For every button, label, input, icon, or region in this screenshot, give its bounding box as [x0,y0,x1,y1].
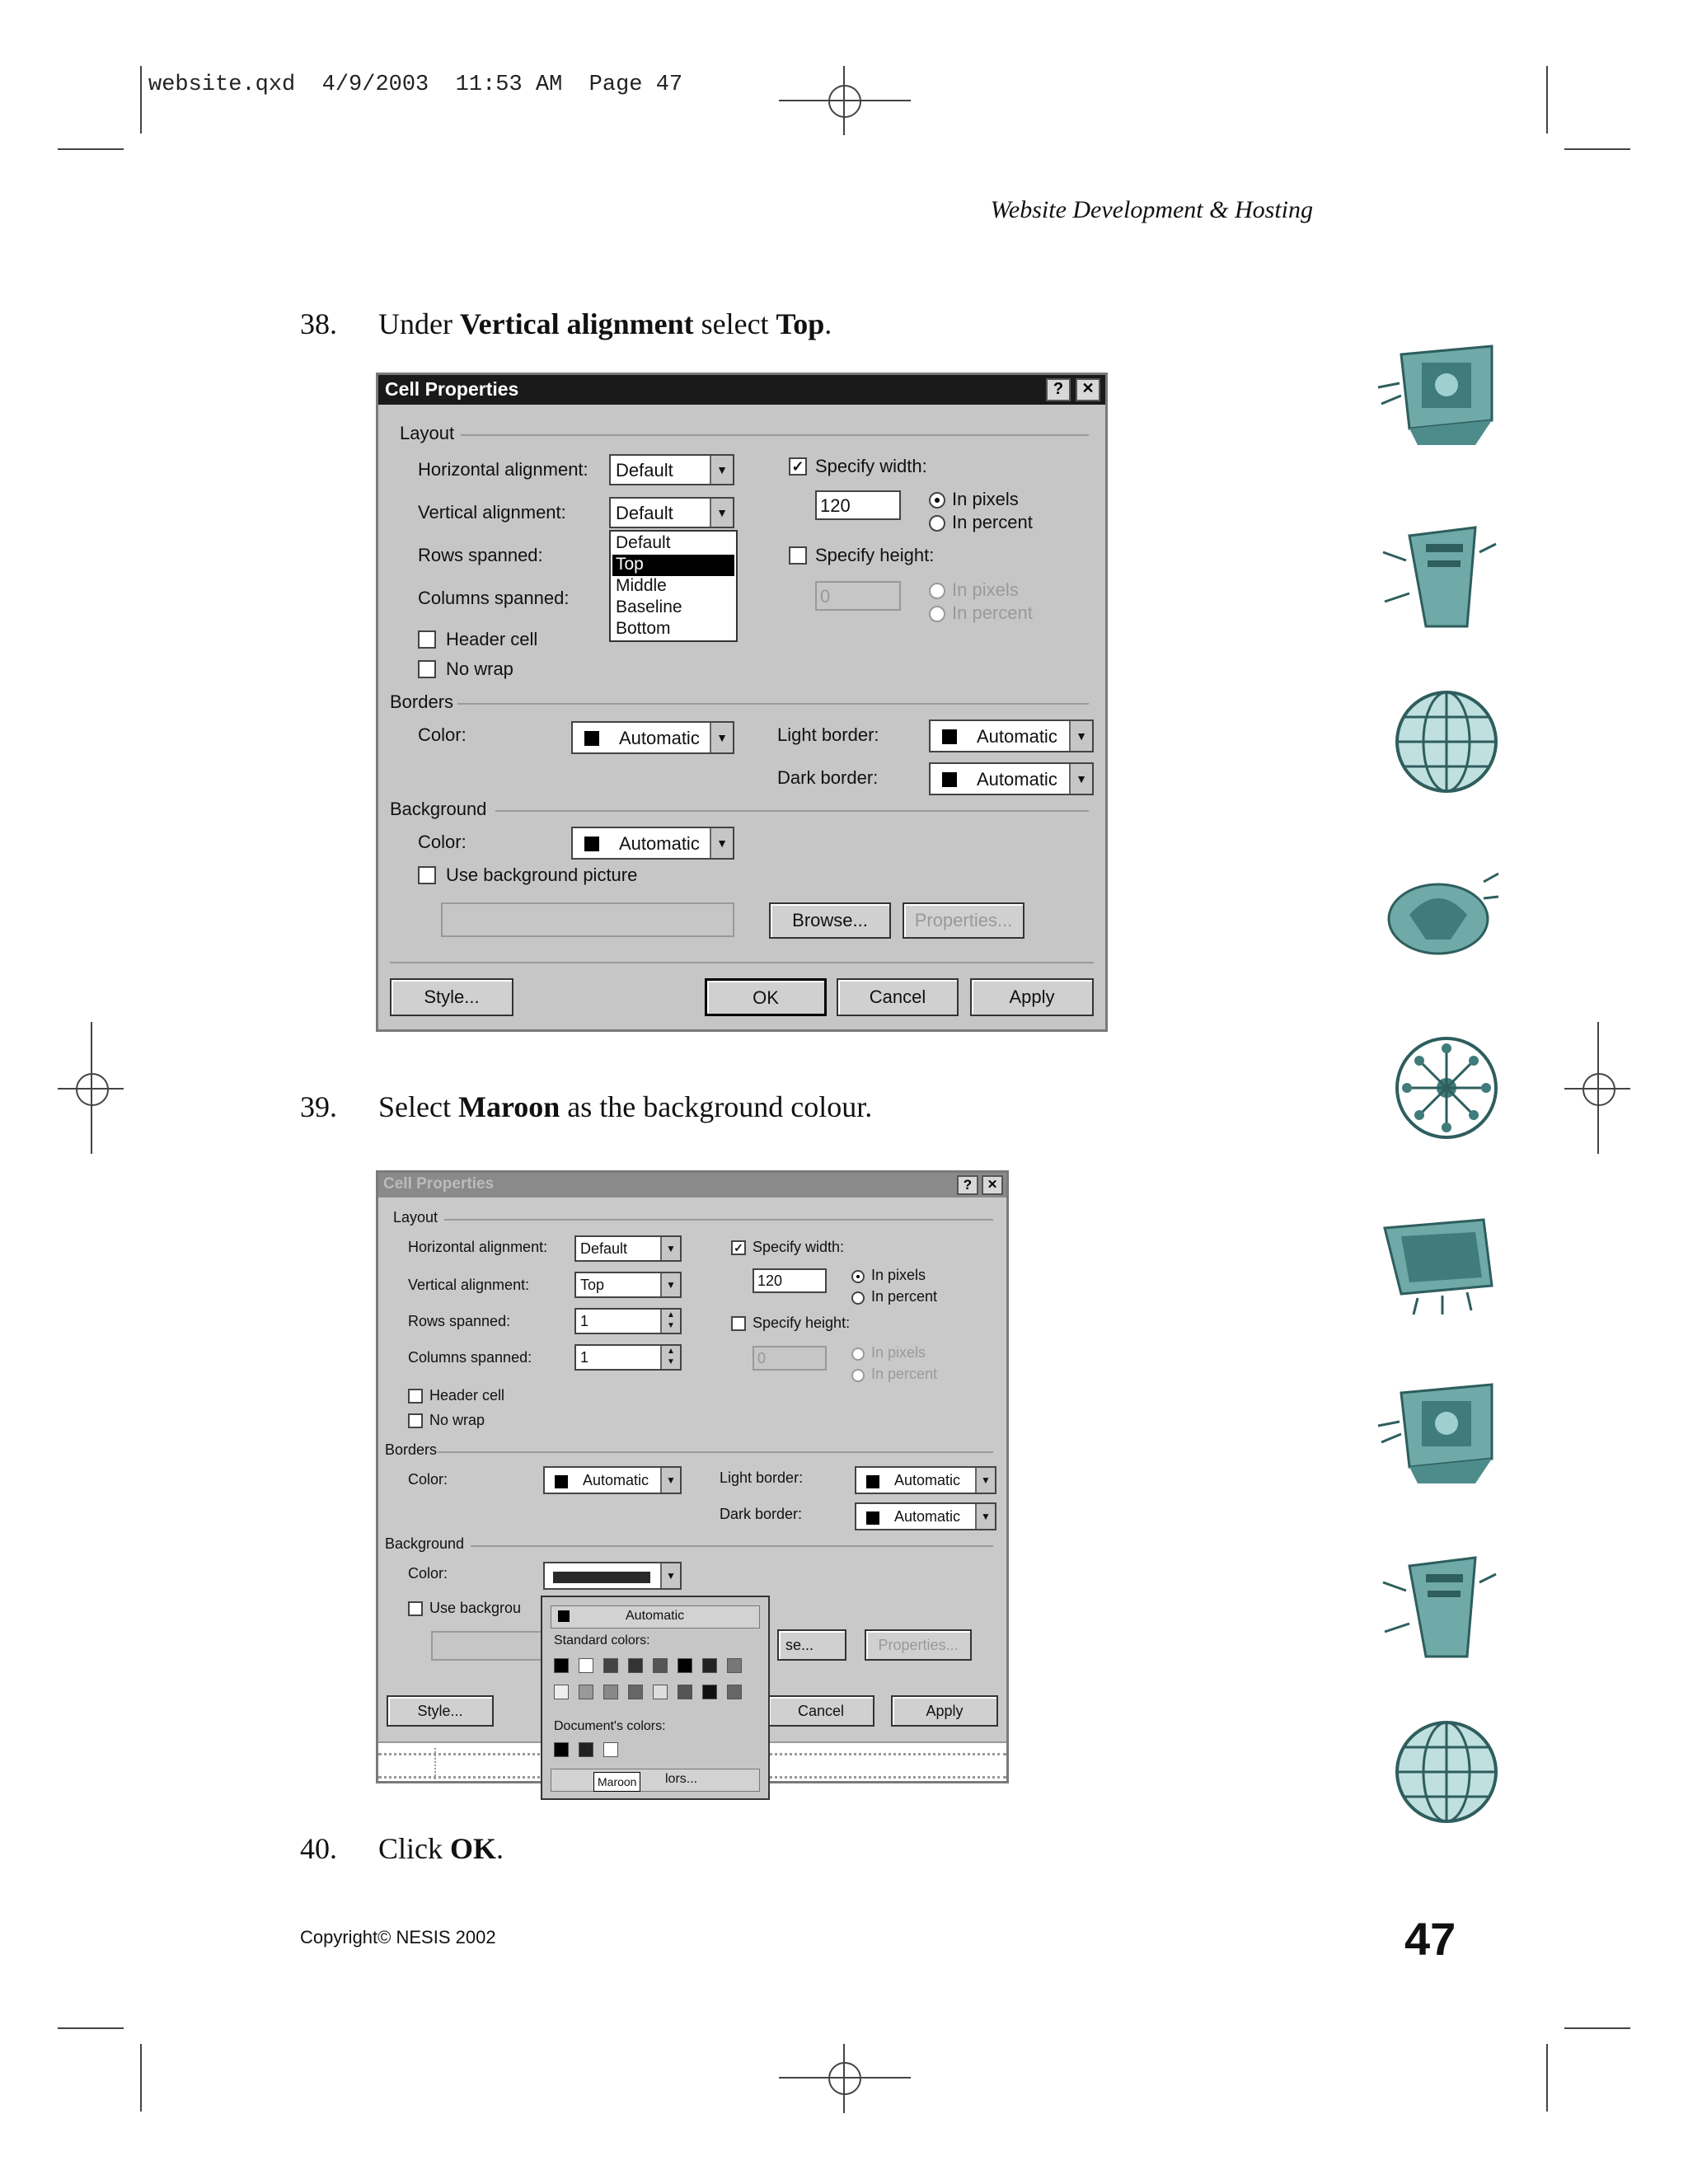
color-swatch [584,731,599,746]
rows-spanned-label: Rows spanned: [408,1313,511,1329]
color-swatch [942,729,957,744]
color-cell[interactable] [702,1685,717,1699]
specify-width-checkbox[interactable]: ✓ [789,457,807,476]
option-default[interactable]: Default [616,533,671,552]
borders-section-label: Borders [390,691,454,712]
background-section-label: Background [390,799,487,819]
chevron-down-icon: ▼ [1069,764,1092,794]
cancel-button[interactable]: Cancel [767,1695,874,1727]
background-picture-input[interactable] [431,1631,546,1661]
step-number: 39. [300,1090,337,1123]
chevron-down-icon: ▼ [975,1468,995,1493]
height-in-pixels-label: In pixels [952,579,1019,600]
vertical-alignment-select[interactable]: Default ▼ [609,497,734,528]
width-in-pixels-label: In pixels [871,1267,926,1283]
page-number: 47 [1404,1913,1456,1965]
height-in-percent-label: In percent [952,602,1033,623]
apply-button[interactable]: Apply [891,1695,998,1727]
browse-button[interactable]: se... [777,1629,846,1661]
option-baseline[interactable]: Baseline [616,598,682,616]
dialog-titlebar [378,375,1105,405]
border-color-select[interactable]: Automatic ▼ [571,721,734,754]
dialog-title: Cell Properties [385,378,519,400]
close-button[interactable]: ✕ [982,1175,1003,1195]
color-swatch [866,1511,879,1525]
vertical-alignment-label: Vertical alignment: [408,1277,530,1293]
more-colors-button[interactable]: lors... [551,1769,760,1792]
use-background-picture-label: Use background picture [446,865,638,885]
step-text: Under Vertical alignment select Top. [378,307,832,340]
step-number: 38. [300,307,337,340]
color-cell[interactable] [579,1658,593,1673]
background-section-label: Background [385,1535,465,1552]
cancel-button[interactable]: Cancel [837,978,959,1016]
specify-width-checkbox[interactable]: ✓ [731,1240,746,1255]
columns-spanned-label: Columns spanned: [408,1349,532,1366]
background-picture-input[interactable] [441,902,734,937]
width-in-pixels-radio[interactable] [851,1270,865,1283]
color-cell[interactable] [579,1685,593,1699]
columns-spanned-label: Columns spanned: [418,588,570,608]
mouse-icon [1376,857,1500,972]
color-cell[interactable] [554,1685,569,1699]
border-color-label: Color: [418,724,467,745]
width-in-percent-label: In percent [952,512,1033,532]
background-color-select[interactable] [543,1562,682,1590]
apply-button[interactable]: Apply [970,978,1094,1016]
light-border-select[interactable]: Automatic ▼ [855,1466,996,1494]
server-tower-icon [1376,519,1500,635]
documents-colors-label: Document's colors: [554,1719,666,1733]
header-cell-checkbox[interactable] [408,1389,423,1404]
border-color-select[interactable]: Automatic ▼ [543,1466,682,1494]
chevron-down-icon: ▼ [660,1237,680,1260]
maroon-tooltip: Maroon [593,1772,640,1792]
option-bottom[interactable]: Bottom [616,619,671,638]
document-color-cell[interactable] [603,1742,618,1757]
step-text: Select Maroon as the background colour. [378,1090,873,1123]
server-tower-icon [1376,1549,1500,1665]
color-cell[interactable] [727,1685,742,1699]
color-cell[interactable] [653,1685,668,1699]
vertical-alignment-label: Vertical alignment: [418,502,566,523]
copyright: Copyright© NESIS 2002 [300,1927,496,1947]
help-button[interactable]: ? [957,1175,978,1195]
color-cell[interactable] [653,1658,668,1673]
layout-section-label: Layout [400,423,455,443]
color-swatch [584,837,599,851]
globe-icon [1385,684,1508,799]
borders-section-label: Borders [385,1441,438,1458]
rows-spanned-label: Rows spanned: [418,545,543,565]
standard-colors-label: Standard colors: [554,1633,650,1647]
horizontal-alignment-select[interactable]: Default ▼ [574,1235,682,1262]
dialog-titlebar [378,1173,1006,1197]
network-hub-icon [1385,1030,1508,1146]
rows-spanned-stepper[interactable]: 1 ▲ ▼ [574,1308,682,1334]
height-input[interactable]: 0 [815,581,901,611]
no-wrap-checkbox[interactable] [418,660,436,678]
document-color-cell[interactable] [554,1742,569,1757]
spinner-icon: ▲ ▼ [660,1310,680,1333]
width-in-pixels-label: In pixels [952,489,1019,509]
color-cell[interactable] [727,1658,742,1673]
chevron-down-icon: ▼ [660,1563,680,1588]
light-border-select[interactable]: Automatic ▼ [929,719,1094,752]
height-input[interactable]: 0 [753,1346,827,1371]
step-text: Click OK. [378,1832,504,1865]
monitor-icon [1376,1376,1500,1492]
color-swatch-selected [553,1572,650,1583]
chevron-down-icon: ▼ [710,456,733,484]
option-top[interactable]: Top [612,555,734,576]
horizontal-alignment-select[interactable]: Default ▼ [609,454,734,485]
color-cell[interactable] [603,1685,618,1699]
no-wrap-label: No wrap [429,1412,485,1428]
specify-width-label: Specify width: [815,456,927,476]
background-color-label: Color: [408,1565,448,1582]
option-middle[interactable]: Middle [616,576,667,595]
header-cell-label: Header cell [446,629,538,649]
style-button[interactable]: Style... [387,1695,494,1727]
width-in-percent-radio[interactable] [851,1291,865,1305]
step-number: 40. [300,1832,337,1865]
no-wrap-label: No wrap [446,658,513,679]
horizontal-alignment-label: Horizontal alignment: [418,459,588,480]
color-palette-popup [541,1596,770,1800]
height-in-percent-radio[interactable] [851,1369,865,1382]
height-in-percent-radio[interactable] [929,606,945,622]
specify-height-checkbox[interactable] [731,1316,746,1331]
light-border-label: Light border: [777,724,879,745]
spinner-icon: ▲ ▼ [660,1346,680,1369]
color-cell[interactable] [702,1658,717,1673]
globe-icon [1385,1714,1508,1830]
dark-border-select[interactable]: Automatic ▼ [855,1502,996,1530]
chevron-down-icon: ▼ [660,1273,680,1296]
columns-spanned-stepper[interactable]: 1 ▲ ▼ [574,1344,682,1371]
color-swatch [558,1610,570,1622]
step-40 [0,1831,1319,1872]
layout-section-label: Layout [393,1209,438,1226]
browse-button[interactable]: Browse... [769,902,891,939]
vertical-alignment-dropdown [609,530,738,642]
folder-icon [1376,1203,1500,1319]
header-cell-label: Header cell [429,1387,505,1404]
print-slug: website.qxd 4/9/2003 11:53 AM Page 47 [148,73,683,97]
documents-colors-grid [554,1742,636,1760]
height-in-pixels-label: In pixels [871,1344,926,1361]
border-color-label: Color: [408,1471,448,1488]
monitor-icon [1376,338,1500,453]
specify-height-label: Specify height: [753,1315,851,1331]
background-color-label: Color: [418,832,467,852]
width-input[interactable]: 120 [815,490,901,520]
dark-border-select[interactable]: Automatic ▼ [929,762,1094,795]
color-cell[interactable] [554,1658,569,1673]
dialog-title: Cell Properties [383,1175,495,1193]
width-in-percent-radio[interactable] [929,515,945,532]
color-cell[interactable] [628,1658,643,1673]
use-background-picture-label: Use backgrou [429,1600,522,1616]
document-color-cell[interactable] [579,1742,593,1757]
specify-height-label: Specify height: [815,545,935,565]
chevron-down-icon: ▼ [710,499,733,527]
chevron-down-icon: ▼ [710,828,733,858]
standard-colors-grid [554,1658,760,1708]
light-border-label: Light border: [720,1469,804,1486]
step-39 [0,1090,1319,1131]
cell-properties-dialog-1 [376,373,1108,1032]
specify-height-checkbox[interactable] [789,546,807,565]
properties-button[interactable]: Properties... [903,902,1025,939]
chevron-down-icon: ▼ [1069,721,1092,751]
header-cell-checkbox[interactable] [418,630,436,649]
color-swatch [942,772,957,787]
color-swatch [866,1475,879,1488]
palette-automatic-option[interactable]: Automatic [551,1605,760,1629]
help-button[interactable]: ? [1046,378,1071,401]
color-cell[interactable] [603,1658,618,1673]
vertical-alignment-select[interactable]: Top ▼ [574,1272,682,1298]
chevron-down-icon: ▼ [975,1504,995,1529]
close-button[interactable]: ✕ [1076,378,1100,401]
ok-button[interactable]: OK [705,978,827,1016]
style-button[interactable]: Style... [390,978,513,1016]
color-swatch [555,1475,568,1488]
height-in-pixels-radio[interactable] [929,583,945,599]
use-background-picture-checkbox[interactable] [408,1601,423,1616]
specify-width-label: Specify width: [753,1239,845,1255]
color-cell[interactable] [678,1685,692,1699]
height-in-percent-label: In percent [871,1366,938,1382]
height-in-pixels-radio[interactable] [851,1347,865,1361]
background-color-select[interactable]: Automatic ▼ [571,827,734,860]
width-in-percent-label: In percent [871,1288,938,1305]
chevron-down-icon: ▼ [660,1468,680,1493]
use-background-picture-checkbox[interactable] [418,866,436,884]
color-cell[interactable] [678,1658,692,1673]
horizontal-alignment-label: Horizontal alignment: [408,1239,548,1255]
width-in-pixels-radio[interactable] [929,492,945,509]
width-input[interactable]: 120 [753,1268,827,1293]
dark-border-label: Dark border: [720,1506,803,1522]
step-38 [0,307,1319,348]
color-cell[interactable] [628,1685,643,1699]
properties-button[interactable]: Properties... [865,1629,972,1661]
running-title: Website Development & Hosting [990,196,1313,223]
dark-border-label: Dark border: [777,767,879,788]
chevron-down-icon: ▼ [710,723,733,752]
no-wrap-checkbox[interactable] [408,1413,423,1428]
